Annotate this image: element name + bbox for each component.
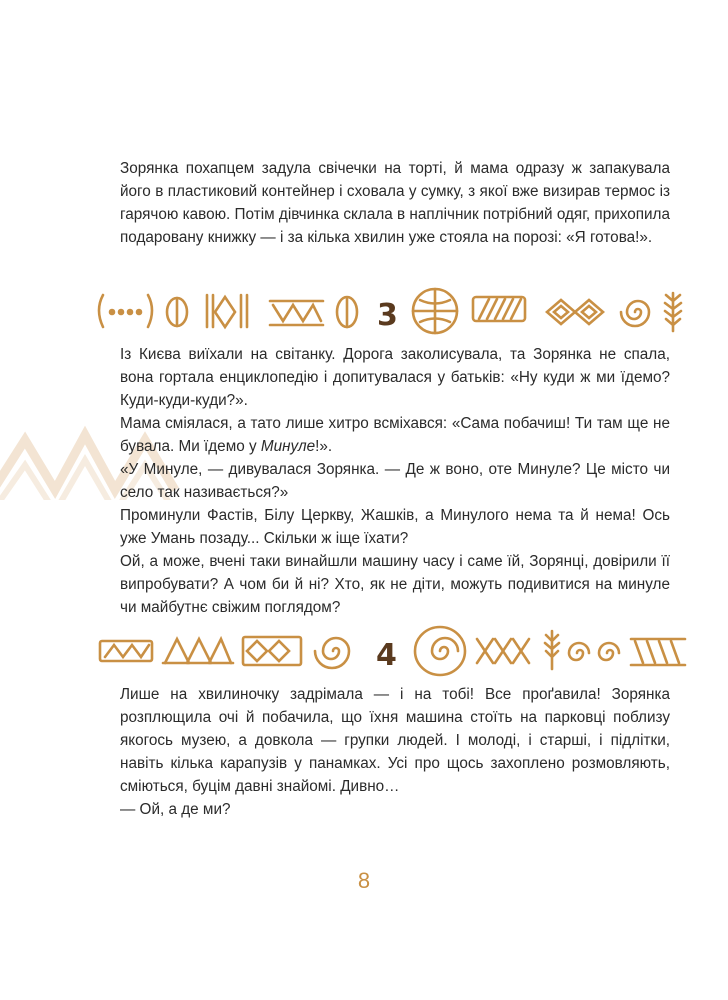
paragraph-ch3-5: Ой, а може, вчені таки винайшли машину часу і саме їй, Зорянці, довірили її випробувати? А чом би й ні? Хто, як не діти, можуть подивитися на минуле чи майбутнє свіжим поглядом?: [120, 553, 670, 616]
paragraph-intro: Зорянка похапцем задула свічечки на торті, й мама одразу ж запакувала його в пластиковий контейнер і сховала у сумку, з якої вже визирав термос із гарячою кавою. Потім дівчинка склала в наплічник потрібний одяг, прихопила подаровану книжку — і за кілька хвилин уже стояла на порозі: «Я готова!».: [120, 160, 670, 246]
ornament-row-chapter-3: [95, 285, 690, 345]
paragraph-ch4-2: — Ой, а де ми?: [120, 801, 231, 818]
paragraph-ch3-1: Із Києва виїхали на світанку. Дорога заколисувала, та Зорянка не спала, вона гортала енциклопедію і допитувалася у батьків: «Ну куди ж ми їдемо? Куди-куди-куди?».: [120, 346, 670, 409]
page-number: 8: [357, 868, 371, 893]
paragraph-ch4-1: Лише на хвилиночку задрімала — і на тобі! Все проґавила! Зорянка розплющила очі й побачила, що їхня машина стоїть на парковці поблизу якогось музею, а довкола — групки людей. І молоді, і старші, і підлітки, навіть кілька карапузів у панамках. Усі про щось захоплено розмовляють, сміються, буцім давні знайомі. Дивно…: [120, 686, 670, 795]
ornament-row-chapter-4: [95, 623, 690, 683]
chapter-number-4: 4: [376, 638, 397, 673]
paragraph-ch3-2: Мама сміялася, а тато лише хитро всміхався: «Сама побачиш! Ти там ще не бувала. Ми їдемо у Минуле!».: [120, 415, 670, 455]
chapter-number-3: 3: [377, 298, 398, 333]
paragraph-ch3-3: «У Минуле, — дивувалася Зорянка. — Де ж воно, оте Минуле? Це місто чи село так називається?»: [120, 461, 670, 501]
paragraph-ch3-4: Проминули Фастів, Білу Церкву, Жашків, а Минулого нема та й нема! Ось уже Умань позаду... Скільки ж іще їхати?: [120, 507, 670, 547]
